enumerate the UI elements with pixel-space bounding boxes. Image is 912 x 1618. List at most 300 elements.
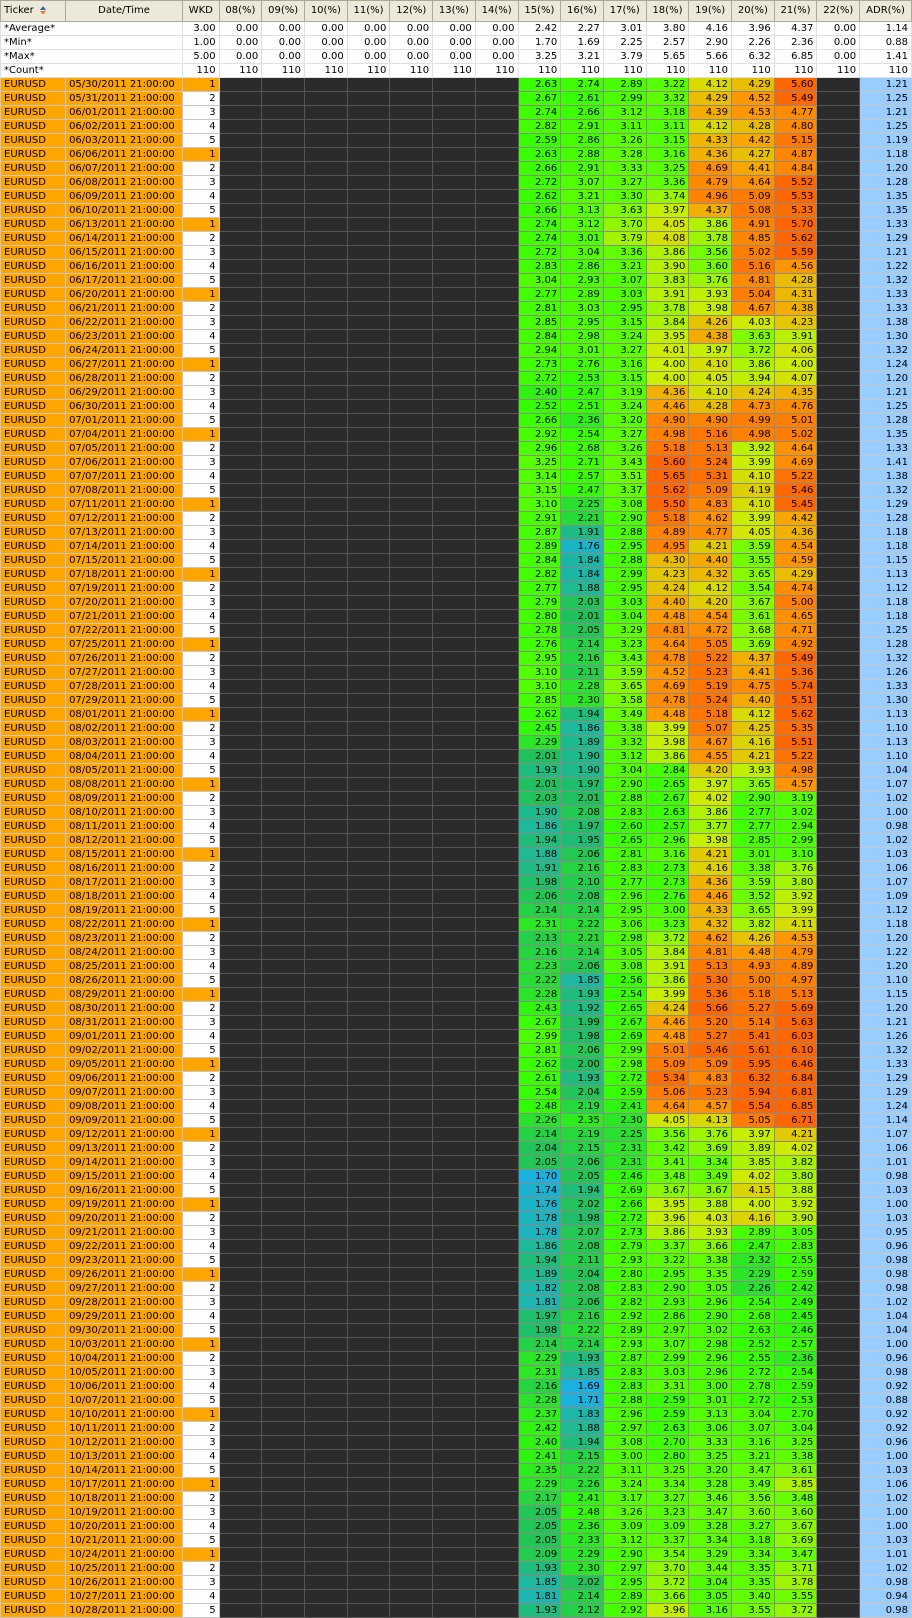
hour-value-cell[interactable]: 3.02 [774, 806, 817, 820]
hour-value-cell[interactable]: 2.76 [561, 358, 604, 372]
hour-value-cell[interactable]: 4.81 [732, 274, 775, 288]
hour-value-cell[interactable]: 2.01 [561, 792, 604, 806]
hour-value-cell[interactable]: 5.16 [732, 260, 775, 274]
weekday-cell[interactable]: 3 [182, 316, 219, 330]
hour-value-cell[interactable]: 2.89 [732, 1226, 775, 1240]
hour-value-cell[interactable]: 3.99 [774, 904, 817, 918]
datetime-cell[interactable]: 07/08/2011 21:00:00 [66, 484, 183, 498]
hour-value-cell[interactable]: 4.19 [732, 484, 775, 498]
hour-value-cell[interactable]: 4.24 [732, 386, 775, 400]
hour-value-cell[interactable]: 5.95 [732, 1058, 775, 1072]
hour-value-cell[interactable]: 3.25 [646, 1464, 689, 1478]
hour-value-cell[interactable]: 2.98 [689, 1338, 732, 1352]
adr-cell[interactable]: 0.92 [860, 1380, 912, 1394]
datetime-cell[interactable]: 08/17/2011 21:00:00 [66, 876, 183, 890]
table-row[interactable] [1, 1338, 912, 1352]
hour-value-cell[interactable]: 5.00 [732, 974, 775, 988]
hour-value-cell[interactable]: 4.21 [689, 540, 732, 554]
column-header-h15[interactable] [518, 1, 561, 22]
hour-value-cell[interactable]: 5.66 [689, 1002, 732, 1016]
hour-value-cell[interactable]: 4.59 [774, 554, 817, 568]
ticker-cell[interactable]: EURUSD [1, 694, 66, 708]
hour-value-cell[interactable]: 2.48 [518, 1100, 561, 1114]
hour-value-cell[interactable]: 3.04 [603, 610, 646, 624]
table-row[interactable] [1, 148, 912, 162]
datetime-cell[interactable]: 05/31/2011 21:00:00 [66, 92, 183, 106]
hour-value-cell[interactable]: 2.83 [518, 260, 561, 274]
hour-value-cell[interactable]: 3.67 [689, 1184, 732, 1198]
hour-value-cell[interactable]: 3.06 [689, 1422, 732, 1436]
hour-value-cell[interactable]: 4.23 [646, 568, 689, 582]
table-row[interactable] [1, 232, 912, 246]
hour-value-cell[interactable]: 4.62 [689, 932, 732, 946]
hour-value-cell[interactable]: 5.24 [689, 694, 732, 708]
hour-value-cell[interactable]: 2.01 [518, 750, 561, 764]
weekday-cell[interactable]: 5 [182, 344, 219, 358]
hour-value-cell[interactable]: 3.16 [732, 1436, 775, 1450]
hour-value-cell[interactable]: 2.89 [518, 540, 561, 554]
table-row[interactable] [1, 638, 912, 652]
hour-value-cell[interactable]: 3.43 [603, 652, 646, 666]
table-row[interactable] [1, 960, 912, 974]
hour-value-cell[interactable]: 3.85 [774, 1478, 817, 1492]
hour-value-cell[interactable]: 2.66 [518, 414, 561, 428]
ticker-cell[interactable]: EURUSD [1, 680, 66, 694]
hour-value-cell[interactable]: 3.18 [646, 106, 689, 120]
hour-value-cell[interactable]: 2.67 [646, 792, 689, 806]
adr-cell[interactable]: 1.20 [860, 960, 912, 974]
hour-value-cell[interactable]: 2.22 [561, 918, 604, 932]
hour-value-cell[interactable]: 2.16 [561, 862, 604, 876]
adr-cell[interactable]: 1.10 [860, 974, 912, 988]
adr-cell[interactable]: 1.03 [860, 1534, 912, 1548]
adr-cell[interactable]: 1.21 [860, 386, 912, 400]
datetime-cell[interactable]: 07/20/2011 21:00:00 [66, 596, 183, 610]
hour-value-cell[interactable]: 2.77 [732, 806, 775, 820]
adr-cell[interactable]: 1.09 [860, 890, 912, 904]
hour-value-cell[interactable]: 4.57 [774, 778, 817, 792]
weekday-cell[interactable]: 4 [182, 470, 219, 484]
hour-value-cell[interactable]: 3.98 [689, 302, 732, 316]
hour-value-cell[interactable]: 3.93 [732, 764, 775, 778]
hour-value-cell[interactable]: 4.64 [732, 176, 775, 190]
weekday-cell[interactable]: 4 [182, 820, 219, 834]
hour-value-cell[interactable]: 4.42 [732, 134, 775, 148]
hour-value-cell[interactable]: 2.33 [561, 1534, 604, 1548]
hour-value-cell[interactable]: 3.47 [732, 1464, 775, 1478]
adr-cell[interactable]: 1.00 [860, 1450, 912, 1464]
adr-cell[interactable]: 1.20 [860, 372, 912, 386]
adr-cell[interactable]: 1.18 [860, 540, 912, 554]
weekday-cell[interactable]: 1 [182, 778, 219, 792]
adr-cell[interactable]: 1.18 [860, 918, 912, 932]
hour-value-cell[interactable]: 2.63 [518, 148, 561, 162]
adr-cell[interactable]: 0.96 [860, 1352, 912, 1366]
hour-value-cell[interactable]: 2.07 [561, 1226, 604, 1240]
hour-value-cell[interactable]: 3.14 [518, 470, 561, 484]
weekday-cell[interactable]: 5 [182, 624, 219, 638]
ticker-cell[interactable]: EURUSD [1, 498, 66, 512]
weekday-cell[interactable]: 3 [182, 1156, 219, 1170]
hour-value-cell[interactable]: 3.11 [646, 120, 689, 134]
hour-value-cell[interactable]: 3.66 [689, 1240, 732, 1254]
hour-value-cell[interactable]: 5.30 [689, 974, 732, 988]
hour-value-cell[interactable]: 5.62 [646, 484, 689, 498]
ticker-cell[interactable]: EURUSD [1, 274, 66, 288]
table-row[interactable] [1, 708, 912, 722]
table-row[interactable] [1, 666, 912, 680]
hour-value-cell[interactable]: 5.24 [689, 456, 732, 470]
adr-cell[interactable]: 1.02 [860, 834, 912, 848]
table-row[interactable] [1, 554, 912, 568]
hour-value-cell[interactable]: 3.97 [732, 1128, 775, 1142]
hour-value-cell[interactable]: 2.77 [518, 288, 561, 302]
hour-value-cell[interactable]: 2.42 [518, 1422, 561, 1436]
adr-cell[interactable]: 1.38 [860, 470, 912, 484]
hour-value-cell[interactable]: 4.78 [646, 694, 689, 708]
weekday-cell[interactable]: 3 [182, 1296, 219, 1310]
datetime-cell[interactable]: 10/14/2011 21:00:00 [66, 1464, 183, 1478]
hour-value-cell[interactable]: 2.48 [561, 1506, 604, 1520]
table-row[interactable] [1, 400, 912, 414]
adr-cell[interactable]: 1.26 [860, 1030, 912, 1044]
ticker-cell[interactable]: EURUSD [1, 1408, 66, 1422]
hour-value-cell[interactable]: 2.54 [518, 1086, 561, 1100]
datetime-cell[interactable]: 09/23/2011 21:00:00 [66, 1254, 183, 1268]
hour-value-cell[interactable]: 2.67 [518, 92, 561, 106]
hour-value-cell[interactable]: 3.17 [603, 1492, 646, 1506]
hour-value-cell[interactable]: 2.68 [732, 1310, 775, 1324]
ticker-cell[interactable]: EURUSD [1, 92, 66, 106]
weekday-cell[interactable]: 2 [182, 302, 219, 316]
hour-value-cell[interactable]: 5.46 [774, 484, 817, 498]
table-row[interactable] [1, 1002, 912, 1016]
hour-value-cell[interactable]: 2.42 [774, 1282, 817, 1296]
weekday-cell[interactable]: 5 [182, 1464, 219, 1478]
hour-value-cell[interactable]: 5.09 [689, 1058, 732, 1072]
weekday-cell[interactable]: 1 [182, 218, 219, 232]
hour-value-cell[interactable]: 3.69 [732, 638, 775, 652]
hour-value-cell[interactable]: 2.99 [646, 1352, 689, 1366]
ticker-cell[interactable]: EURUSD [1, 512, 66, 526]
hour-value-cell[interactable]: 3.23 [646, 918, 689, 932]
hour-value-cell[interactable]: 3.28 [689, 1520, 732, 1534]
hour-value-cell[interactable]: 3.40 [732, 1590, 775, 1604]
hour-value-cell[interactable]: 4.40 [646, 596, 689, 610]
hour-value-cell[interactable]: 4.15 [732, 1184, 775, 1198]
hour-value-cell[interactable]: 2.25 [603, 1128, 646, 1142]
datetime-cell[interactable]: 06/23/2011 21:00:00 [66, 330, 183, 344]
hour-value-cell[interactable]: 1.93 [561, 1072, 604, 1086]
hour-value-cell[interactable]: 3.34 [732, 1548, 775, 1562]
hour-value-cell[interactable]: 3.07 [732, 1422, 775, 1436]
hour-value-cell[interactable]: 2.46 [603, 1170, 646, 1184]
hour-value-cell[interactable]: 2.14 [561, 638, 604, 652]
ticker-cell[interactable]: EURUSD [1, 134, 66, 148]
datetime-cell[interactable]: 08/09/2011 21:00:00 [66, 792, 183, 806]
table-row[interactable] [1, 344, 912, 358]
ticker-cell[interactable]: EURUSD [1, 1422, 66, 1436]
hour-value-cell[interactable]: 3.05 [774, 1226, 817, 1240]
hour-value-cell[interactable]: 4.38 [689, 330, 732, 344]
hour-value-cell[interactable]: 4.05 [646, 218, 689, 232]
hour-value-cell[interactable]: 3.05 [603, 946, 646, 960]
adr-cell[interactable]: 1.14 [860, 1114, 912, 1128]
hour-value-cell[interactable]: 2.87 [518, 526, 561, 540]
hour-value-cell[interactable]: 2.99 [603, 92, 646, 106]
hour-value-cell[interactable]: 4.69 [774, 456, 817, 470]
ticker-cell[interactable]: EURUSD [1, 456, 66, 470]
weekday-cell[interactable]: 1 [182, 78, 219, 92]
hour-value-cell[interactable]: 3.10 [518, 666, 561, 680]
hour-value-cell[interactable]: 4.54 [689, 610, 732, 624]
hour-value-cell[interactable]: 2.14 [518, 904, 561, 918]
weekday-cell[interactable]: 4 [182, 750, 219, 764]
hour-value-cell[interactable]: 3.72 [646, 932, 689, 946]
weekday-cell[interactable]: 1 [182, 568, 219, 582]
adr-cell[interactable]: 1.13 [860, 708, 912, 722]
hour-value-cell[interactable]: 3.95 [646, 330, 689, 344]
hour-value-cell[interactable]: 2.57 [646, 820, 689, 834]
hour-value-cell[interactable]: 3.94 [732, 372, 775, 386]
hour-value-cell[interactable]: 4.81 [689, 946, 732, 960]
hour-value-cell[interactable]: 4.65 [774, 610, 817, 624]
datetime-cell[interactable]: 06/16/2011 21:00:00 [66, 260, 183, 274]
table-row[interactable] [1, 1548, 912, 1562]
hour-value-cell[interactable]: 4.29 [689, 92, 732, 106]
hour-value-cell[interactable]: 2.78 [732, 1380, 775, 1394]
hour-value-cell[interactable]: 3.18 [732, 1534, 775, 1548]
ticker-cell[interactable]: EURUSD [1, 1534, 66, 1548]
table-row[interactable] [1, 246, 912, 260]
hour-value-cell[interactable]: 3.35 [732, 1562, 775, 1576]
hour-value-cell[interactable]: 2.77 [518, 582, 561, 596]
column-header-h16[interactable] [561, 1, 604, 22]
table-row[interactable] [1, 1380, 912, 1394]
hour-value-cell[interactable]: 3.34 [646, 1478, 689, 1492]
adr-cell[interactable]: 1.03 [860, 1464, 912, 1478]
hour-value-cell[interactable]: 2.14 [561, 904, 604, 918]
adr-cell[interactable]: 1.01 [860, 1156, 912, 1170]
table-row[interactable] [1, 904, 912, 918]
hour-value-cell[interactable]: 3.24 [603, 1478, 646, 1492]
hour-value-cell[interactable]: 4.07 [774, 372, 817, 386]
hour-value-cell[interactable]: 5.46 [689, 1044, 732, 1058]
table-row[interactable] [1, 1366, 912, 1380]
hour-value-cell[interactable]: 3.84 [646, 946, 689, 960]
table-row[interactable] [1, 204, 912, 218]
hour-value-cell[interactable]: 2.15 [561, 1142, 604, 1156]
adr-cell[interactable]: 1.00 [860, 1338, 912, 1352]
ticker-cell[interactable]: EURUSD [1, 736, 66, 750]
ticker-cell[interactable]: EURUSD [1, 946, 66, 960]
hour-value-cell[interactable]: 3.21 [561, 190, 604, 204]
hour-value-cell[interactable]: 2.05 [518, 1534, 561, 1548]
ticker-cell[interactable]: EURUSD [1, 1604, 66, 1618]
hour-value-cell[interactable]: 2.84 [518, 330, 561, 344]
hour-value-cell[interactable]: 4.41 [732, 666, 775, 680]
hour-value-cell[interactable]: 2.45 [518, 722, 561, 736]
hour-value-cell[interactable]: 3.59 [603, 666, 646, 680]
datetime-cell[interactable]: 08/24/2011 21:00:00 [66, 946, 183, 960]
hour-value-cell[interactable]: 5.36 [689, 988, 732, 1002]
weekday-cell[interactable]: 3 [182, 736, 219, 750]
hour-value-cell[interactable]: 4.11 [774, 918, 817, 932]
hour-value-cell[interactable]: 4.25 [732, 722, 775, 736]
adr-cell[interactable]: 1.06 [860, 1142, 912, 1156]
hour-value-cell[interactable]: 2.04 [561, 1086, 604, 1100]
hour-value-cell[interactable]: 2.16 [518, 946, 561, 960]
adr-cell[interactable]: 1.00 [860, 1520, 912, 1534]
hour-value-cell[interactable]: 3.35 [732, 1576, 775, 1590]
hour-value-cell[interactable]: 2.90 [603, 778, 646, 792]
hour-value-cell[interactable]: 3.86 [646, 246, 689, 260]
hour-value-cell[interactable]: 1.90 [518, 806, 561, 820]
hour-value-cell[interactable]: 2.92 [518, 428, 561, 442]
hour-value-cell[interactable]: 2.53 [774, 1394, 817, 1408]
datetime-cell[interactable]: 08/23/2011 21:00:00 [66, 932, 183, 946]
ticker-cell[interactable]: EURUSD [1, 988, 66, 1002]
adr-cell[interactable]: 1.06 [860, 862, 912, 876]
hour-value-cell[interactable]: 2.66 [518, 204, 561, 218]
datetime-cell[interactable]: 10/12/2011 21:00:00 [66, 1436, 183, 1450]
datetime-cell[interactable]: 06/30/2011 21:00:00 [66, 400, 183, 414]
hour-value-cell[interactable]: 2.21 [561, 932, 604, 946]
hour-value-cell[interactable]: 3.47 [774, 1548, 817, 1562]
hour-value-cell[interactable]: 3.38 [603, 722, 646, 736]
hour-value-cell[interactable]: 4.35 [774, 386, 817, 400]
hour-value-cell[interactable]: 2.81 [603, 848, 646, 862]
datetime-cell[interactable]: 10/24/2011 21:00:00 [66, 1548, 183, 1562]
table-row[interactable] [1, 106, 912, 120]
ticker-cell[interactable]: EURUSD [1, 162, 66, 176]
hour-value-cell[interactable]: 6.46 [774, 1058, 817, 1072]
table-row[interactable] [1, 190, 912, 204]
ticker-cell[interactable]: EURUSD [1, 344, 66, 358]
hour-value-cell[interactable]: 4.12 [689, 120, 732, 134]
ticker-cell[interactable]: EURUSD [1, 1170, 66, 1184]
ticker-cell[interactable]: EURUSD [1, 1058, 66, 1072]
weekday-cell[interactable]: 2 [182, 1002, 219, 1016]
hour-value-cell[interactable]: 2.15 [561, 1450, 604, 1464]
hour-value-cell[interactable]: 2.96 [603, 1408, 646, 1422]
adr-cell[interactable]: 1.25 [860, 400, 912, 414]
hour-value-cell[interactable]: 1.94 [561, 708, 604, 722]
weekday-cell[interactable]: 5 [182, 1184, 219, 1198]
weekday-cell[interactable]: 4 [182, 540, 219, 554]
adr-cell[interactable]: 1.07 [860, 778, 912, 792]
ticker-cell[interactable]: EURUSD [1, 260, 66, 274]
weekday-cell[interactable]: 2 [182, 1212, 219, 1226]
hour-value-cell[interactable]: 2.70 [646, 1436, 689, 1450]
weekday-cell[interactable]: 1 [182, 1478, 219, 1492]
adr-cell[interactable]: 1.30 [860, 330, 912, 344]
hour-value-cell[interactable]: 2.41 [603, 1100, 646, 1114]
hour-value-cell[interactable]: 2.12 [561, 1604, 604, 1618]
ticker-cell[interactable]: EURUSD [1, 386, 66, 400]
datetime-cell[interactable]: 10/27/2011 21:00:00 [66, 1590, 183, 1604]
hour-value-cell[interactable]: 2.96 [689, 1296, 732, 1310]
adr-cell[interactable]: 1.04 [860, 1324, 912, 1338]
hour-value-cell[interactable]: 3.63 [732, 330, 775, 344]
weekday-cell[interactable]: 4 [182, 190, 219, 204]
hour-value-cell[interactable]: 4.10 [689, 386, 732, 400]
ticker-cell[interactable]: EURUSD [1, 610, 66, 624]
hour-value-cell[interactable]: 2.31 [518, 918, 561, 932]
table-row[interactable] [1, 288, 912, 302]
hour-value-cell[interactable]: 5.74 [774, 680, 817, 694]
ticker-cell[interactable]: EURUSD [1, 1450, 66, 1464]
table-row[interactable] [1, 764, 912, 778]
hour-value-cell[interactable]: 5.27 [732, 1002, 775, 1016]
hour-value-cell[interactable]: 2.89 [603, 1590, 646, 1604]
hour-value-cell[interactable]: 3.86 [732, 358, 775, 372]
hour-value-cell[interactable]: 3.80 [774, 1170, 817, 1184]
datetime-cell[interactable]: 10/20/2011 21:00:00 [66, 1520, 183, 1534]
hour-value-cell[interactable]: 2.59 [646, 1394, 689, 1408]
weekday-cell[interactable]: 4 [182, 680, 219, 694]
hour-value-cell[interactable]: 3.66 [646, 1590, 689, 1604]
hour-value-cell[interactable]: 2.19 [561, 1100, 604, 1114]
adr-cell[interactable]: 0.95 [860, 1226, 912, 1240]
table-row[interactable] [1, 694, 912, 708]
hour-value-cell[interactable]: 4.21 [689, 848, 732, 862]
datetime-cell[interactable]: 10/28/2011 21:00:00 [66, 1604, 183, 1618]
hour-value-cell[interactable]: 2.22 [561, 1324, 604, 1338]
hour-value-cell[interactable]: 3.95 [646, 1198, 689, 1212]
hour-value-cell[interactable]: 4.89 [646, 526, 689, 540]
table-row[interactable] [1, 1436, 912, 1450]
adr-cell[interactable]: 1.02 [860, 1562, 912, 1576]
weekday-cell[interactable]: 4 [182, 330, 219, 344]
table-row[interactable] [1, 162, 912, 176]
datetime-cell[interactable]: 06/14/2011 21:00:00 [66, 232, 183, 246]
hour-value-cell[interactable]: 1.97 [561, 778, 604, 792]
table-row[interactable] [1, 1240, 912, 1254]
hour-value-cell[interactable]: 2.10 [561, 876, 604, 890]
ticker-cell[interactable]: EURUSD [1, 834, 66, 848]
hour-value-cell[interactable]: 3.15 [646, 134, 689, 148]
weekday-cell[interactable]: 2 [182, 1352, 219, 1366]
hour-value-cell[interactable]: 2.69 [603, 1184, 646, 1198]
adr-cell[interactable]: 1.15 [860, 554, 912, 568]
datetime-cell[interactable]: 06/10/2011 21:00:00 [66, 204, 183, 218]
table-row[interactable] [1, 1576, 912, 1590]
table-row[interactable] [1, 470, 912, 484]
hour-value-cell[interactable]: 2.70 [774, 1408, 817, 1422]
hour-value-cell[interactable]: 2.08 [561, 1282, 604, 1296]
hour-value-cell[interactable]: 5.09 [689, 484, 732, 498]
weekday-cell[interactable]: 1 [182, 1198, 219, 1212]
hour-value-cell[interactable]: 3.05 [689, 1590, 732, 1604]
weekday-cell[interactable]: 3 [182, 596, 219, 610]
ticker-cell[interactable]: EURUSD [1, 1576, 66, 1590]
adr-cell[interactable]: 1.13 [860, 736, 912, 750]
hour-value-cell[interactable]: 2.98 [603, 1058, 646, 1072]
adr-cell[interactable]: 0.98 [860, 1282, 912, 1296]
hour-value-cell[interactable]: 3.25 [689, 1450, 732, 1464]
weekday-cell[interactable]: 4 [182, 260, 219, 274]
hour-value-cell[interactable]: 3.61 [774, 1464, 817, 1478]
hour-value-cell[interactable]: 4.37 [732, 652, 775, 666]
hour-value-cell[interactable]: 4.87 [774, 148, 817, 162]
hour-value-cell[interactable]: 3.27 [646, 1492, 689, 1506]
hour-value-cell[interactable]: 3.22 [646, 78, 689, 92]
hour-value-cell[interactable]: 3.78 [774, 1576, 817, 1590]
hour-value-cell[interactable]: 6.32 [732, 1072, 775, 1086]
table-row[interactable] [1, 1114, 912, 1128]
table-row[interactable] [1, 610, 912, 624]
